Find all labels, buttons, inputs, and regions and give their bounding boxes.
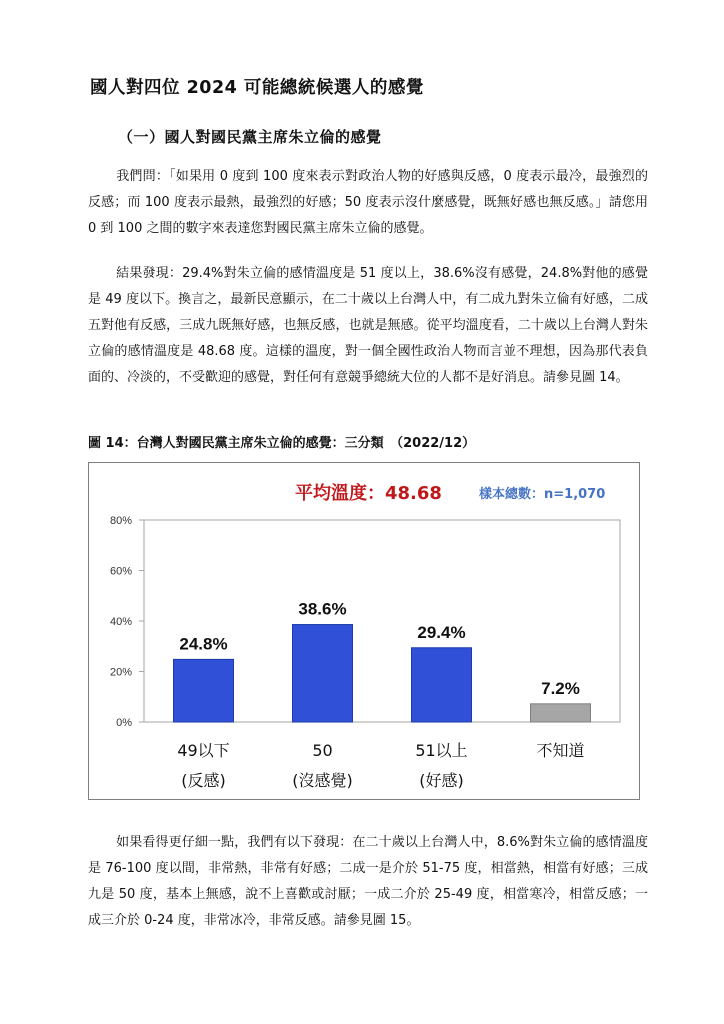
y-tick-label: 20% — [109, 666, 132, 679]
y-tick-label: 40% — [109, 616, 132, 628]
x-tick-label: 50 — [312, 741, 333, 760]
data-label: 38.6% — [298, 599, 347, 619]
y-tick-label: 80% — [109, 515, 132, 527]
section-heading: （一）國人對國民黨主席朱立倫的感覺 — [118, 128, 382, 146]
paragraph-details-text: 如果看得更仔細一點，我們有以下發現：在二十歲以上台灣人中，8.6%對朱立倫的感情溫度是 76-100 度以間，非常熱，非常有好感；二成一是介於 51-75 度，相當熱，相當有好感；三成九是 50 度，基本上無感，說不上喜歡或討厭；一成二介於 25-49 度，相當寒冷，相當反感；一成三介於 0-24 度，非常冰冷，非常反感。請參見圖 15。 — [88, 835, 648, 928]
x-tick-sublabel: (沒感覺) — [292, 771, 353, 790]
paragraph-question-text: 我們問：「如果用 0 度到 100 度來表示對政治人物的好感與反感，0 度表示最冷，最強烈的反感；而 100 度表示最熱，最強烈的好感；50 度表示沒什麼感覺，既無好感也無反感。」請您用 0 到 100 之間的數字來表達您對國民黨主席朱立倫的感覺。 — [88, 169, 648, 236]
paragraph-question — [88, 164, 648, 242]
figure-caption: 圖 14：台灣人對國民黨主席朱立倫的感覺：三分類 （2022/12） — [88, 436, 476, 451]
bar — [174, 659, 234, 722]
x-tick-label: 51以上 — [415, 741, 468, 760]
x-tick-sublabel: (好感) — [419, 771, 464, 790]
x-tick-sublabel: (反感) — [181, 771, 226, 790]
bar — [412, 648, 472, 722]
bar — [531, 704, 591, 722]
paragraph-results — [88, 261, 648, 391]
bar — [293, 625, 353, 722]
sample-size-label: 樣本總數：n=1,070 — [479, 487, 606, 502]
y-tick-label: 60% — [109, 565, 132, 578]
data-label: 29.4% — [417, 622, 466, 642]
data-label: 24.8% — [179, 634, 228, 654]
x-tick-label: 不知道 — [536, 741, 585, 760]
paragraph-results-text: 結果發現：29.4%對朱立倫的感情溫度是 51 度以上，38.6%沒有感覺，24.8%對他的感覺是 49 度以下。換言之，最新民意顯示，在二十歲以上台灣人中，有二成九對朱立倫有好感，二成五對他有反感，三成九既無好感，也無反感，也就是無感。從平均溫度看，二十歲以上台灣人對朱立倫的感情溫度是 48.68 度。這樣的溫度，對一個全國性政治人物而言並不理想，因為那代表負面的、冷淡的，不受歡迎的感覺，對任何有意競爭總統大位的人都不是好消息。請參見圖 14。 — [88, 266, 648, 385]
bar-chart — [88, 462, 640, 800]
average-temperature-label: 平均溫度：48.68 — [295, 483, 442, 504]
data-label: 7.2% — [541, 678, 580, 698]
paragraph-details — [88, 830, 648, 934]
y-tick-label: 0% — [116, 717, 132, 729]
x-tick-label: 49以下 — [177, 741, 230, 760]
page-title: 國人對四位 2024 可能總統候選人的感覺 — [90, 78, 424, 98]
chart-canvas — [89, 463, 639, 799]
